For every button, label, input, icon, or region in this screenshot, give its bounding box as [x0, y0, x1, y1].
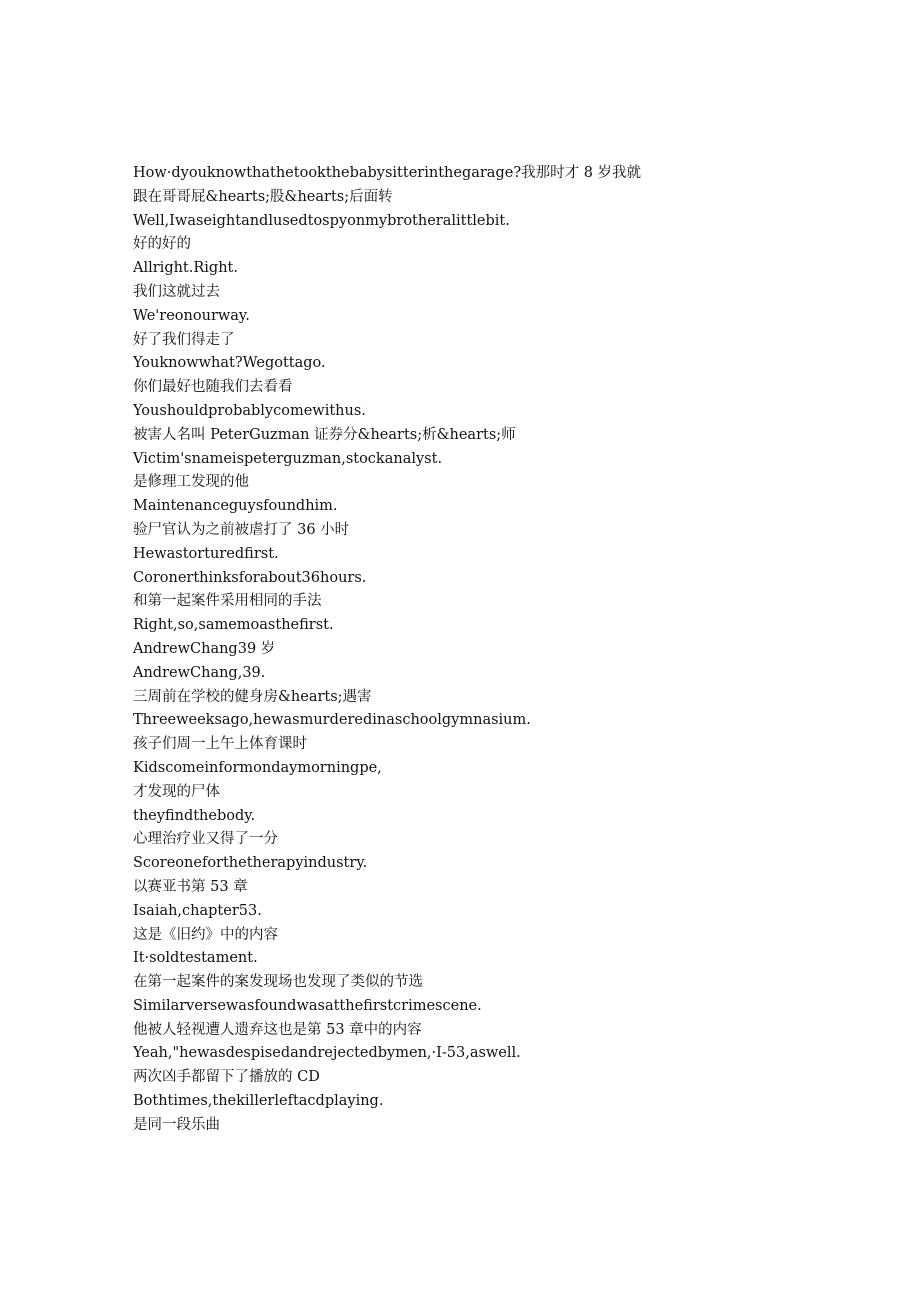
text-line: Scoreoneforthetherapyindustry. [133, 855, 368, 872]
text-line: Hewastorturedfirst. [133, 545, 279, 562]
text-line: 两次凶手都留下了播放的 CD [133, 1069, 320, 1086]
text-line: Coronerthinksforabout36hours. [133, 569, 367, 586]
text-line: How·dyouknowthathetookthebabysitterinthegarage?我那时才 8 岁我就 [133, 165, 642, 181]
text-line: 我们这就过去 [133, 283, 220, 300]
text-line: Isaiah,chapter53. [133, 902, 262, 919]
text-line: 好了我们得走了 [133, 331, 235, 348]
text-line: It·soldtestament. [133, 950, 258, 967]
text-line: 他被人轻视遭人遗弃这也是第 53 章中的内容 [133, 1021, 422, 1038]
text-line: 被害人名叫 PeterGuzman 证券分&hearts;析&hearts;师 [133, 426, 516, 443]
text-line: Youknowwhat?Wegottago. [133, 355, 326, 372]
text-line: 和第一起案件采用相同的手法 [133, 593, 322, 610]
text-line: Well,Iwaseightandlusedtospyonmybrotheralittlebit. [133, 212, 510, 229]
text-line: 以赛亚书第 53 章 [133, 878, 248, 895]
text-line: 是修理工发现的他 [133, 474, 249, 491]
text-line: Kidscomeinformondaymorningpe, [133, 759, 382, 776]
text-line: Similarversewasfoundwasatthefirstcrimescene. [133, 997, 482, 1014]
text-line: 孩子们周一上午上体育课时 [133, 736, 307, 753]
text-line: Yeah,"hewasdespisedandrejectedbymen,·I-53,aswell. [133, 1045, 521, 1062]
text-line: 是同一段乐曲 [133, 1116, 220, 1133]
text-line: 才发现的尸体 [133, 783, 220, 800]
text-line: 三周前在学校的健身房&hearts;遇害 [133, 688, 372, 705]
text-line: Right,so,samemoasthefirst. [133, 617, 334, 634]
text-line: 好的好的 [133, 236, 191, 253]
text-line: Bothtimes,thekillerleftacdplaying. [133, 1093, 384, 1110]
subtitle-text-block [133, 162, 853, 1138]
text-line: Maintenanceguysfoundhim. [133, 498, 338, 515]
text-line: Threeweeksago,hewasmurderedinaschoolgymnasium. [133, 712, 531, 729]
text-line: 跟在哥哥屁&hearts;股&hearts;后面转 [133, 188, 393, 205]
text-line: 这是《旧约》中的内容 [133, 926, 278, 943]
text-line: AndrewChang,39. [133, 664, 266, 681]
text-line: We'reonourway. [133, 307, 250, 324]
text-line: 验尸官认为之前被虐打了 36 小时 [133, 521, 350, 538]
text-line: 在第一起案件的案发现场也发现了类似的节选 [133, 974, 423, 991]
text-line: AndrewChang39 岁 [133, 640, 276, 657]
text-line: theyfindthebody. [133, 807, 256, 824]
text-line: 心理治疗业又得了一分 [133, 831, 278, 848]
text-line: Victim'snameispeterguzman,stockanalyst. [133, 450, 443, 467]
text-line: Allright.Right. [133, 260, 238, 277]
text-line: 你们最好也随我们去看看 [133, 379, 293, 396]
text-line: Youshouldprobablycomewithus. [133, 402, 366, 419]
